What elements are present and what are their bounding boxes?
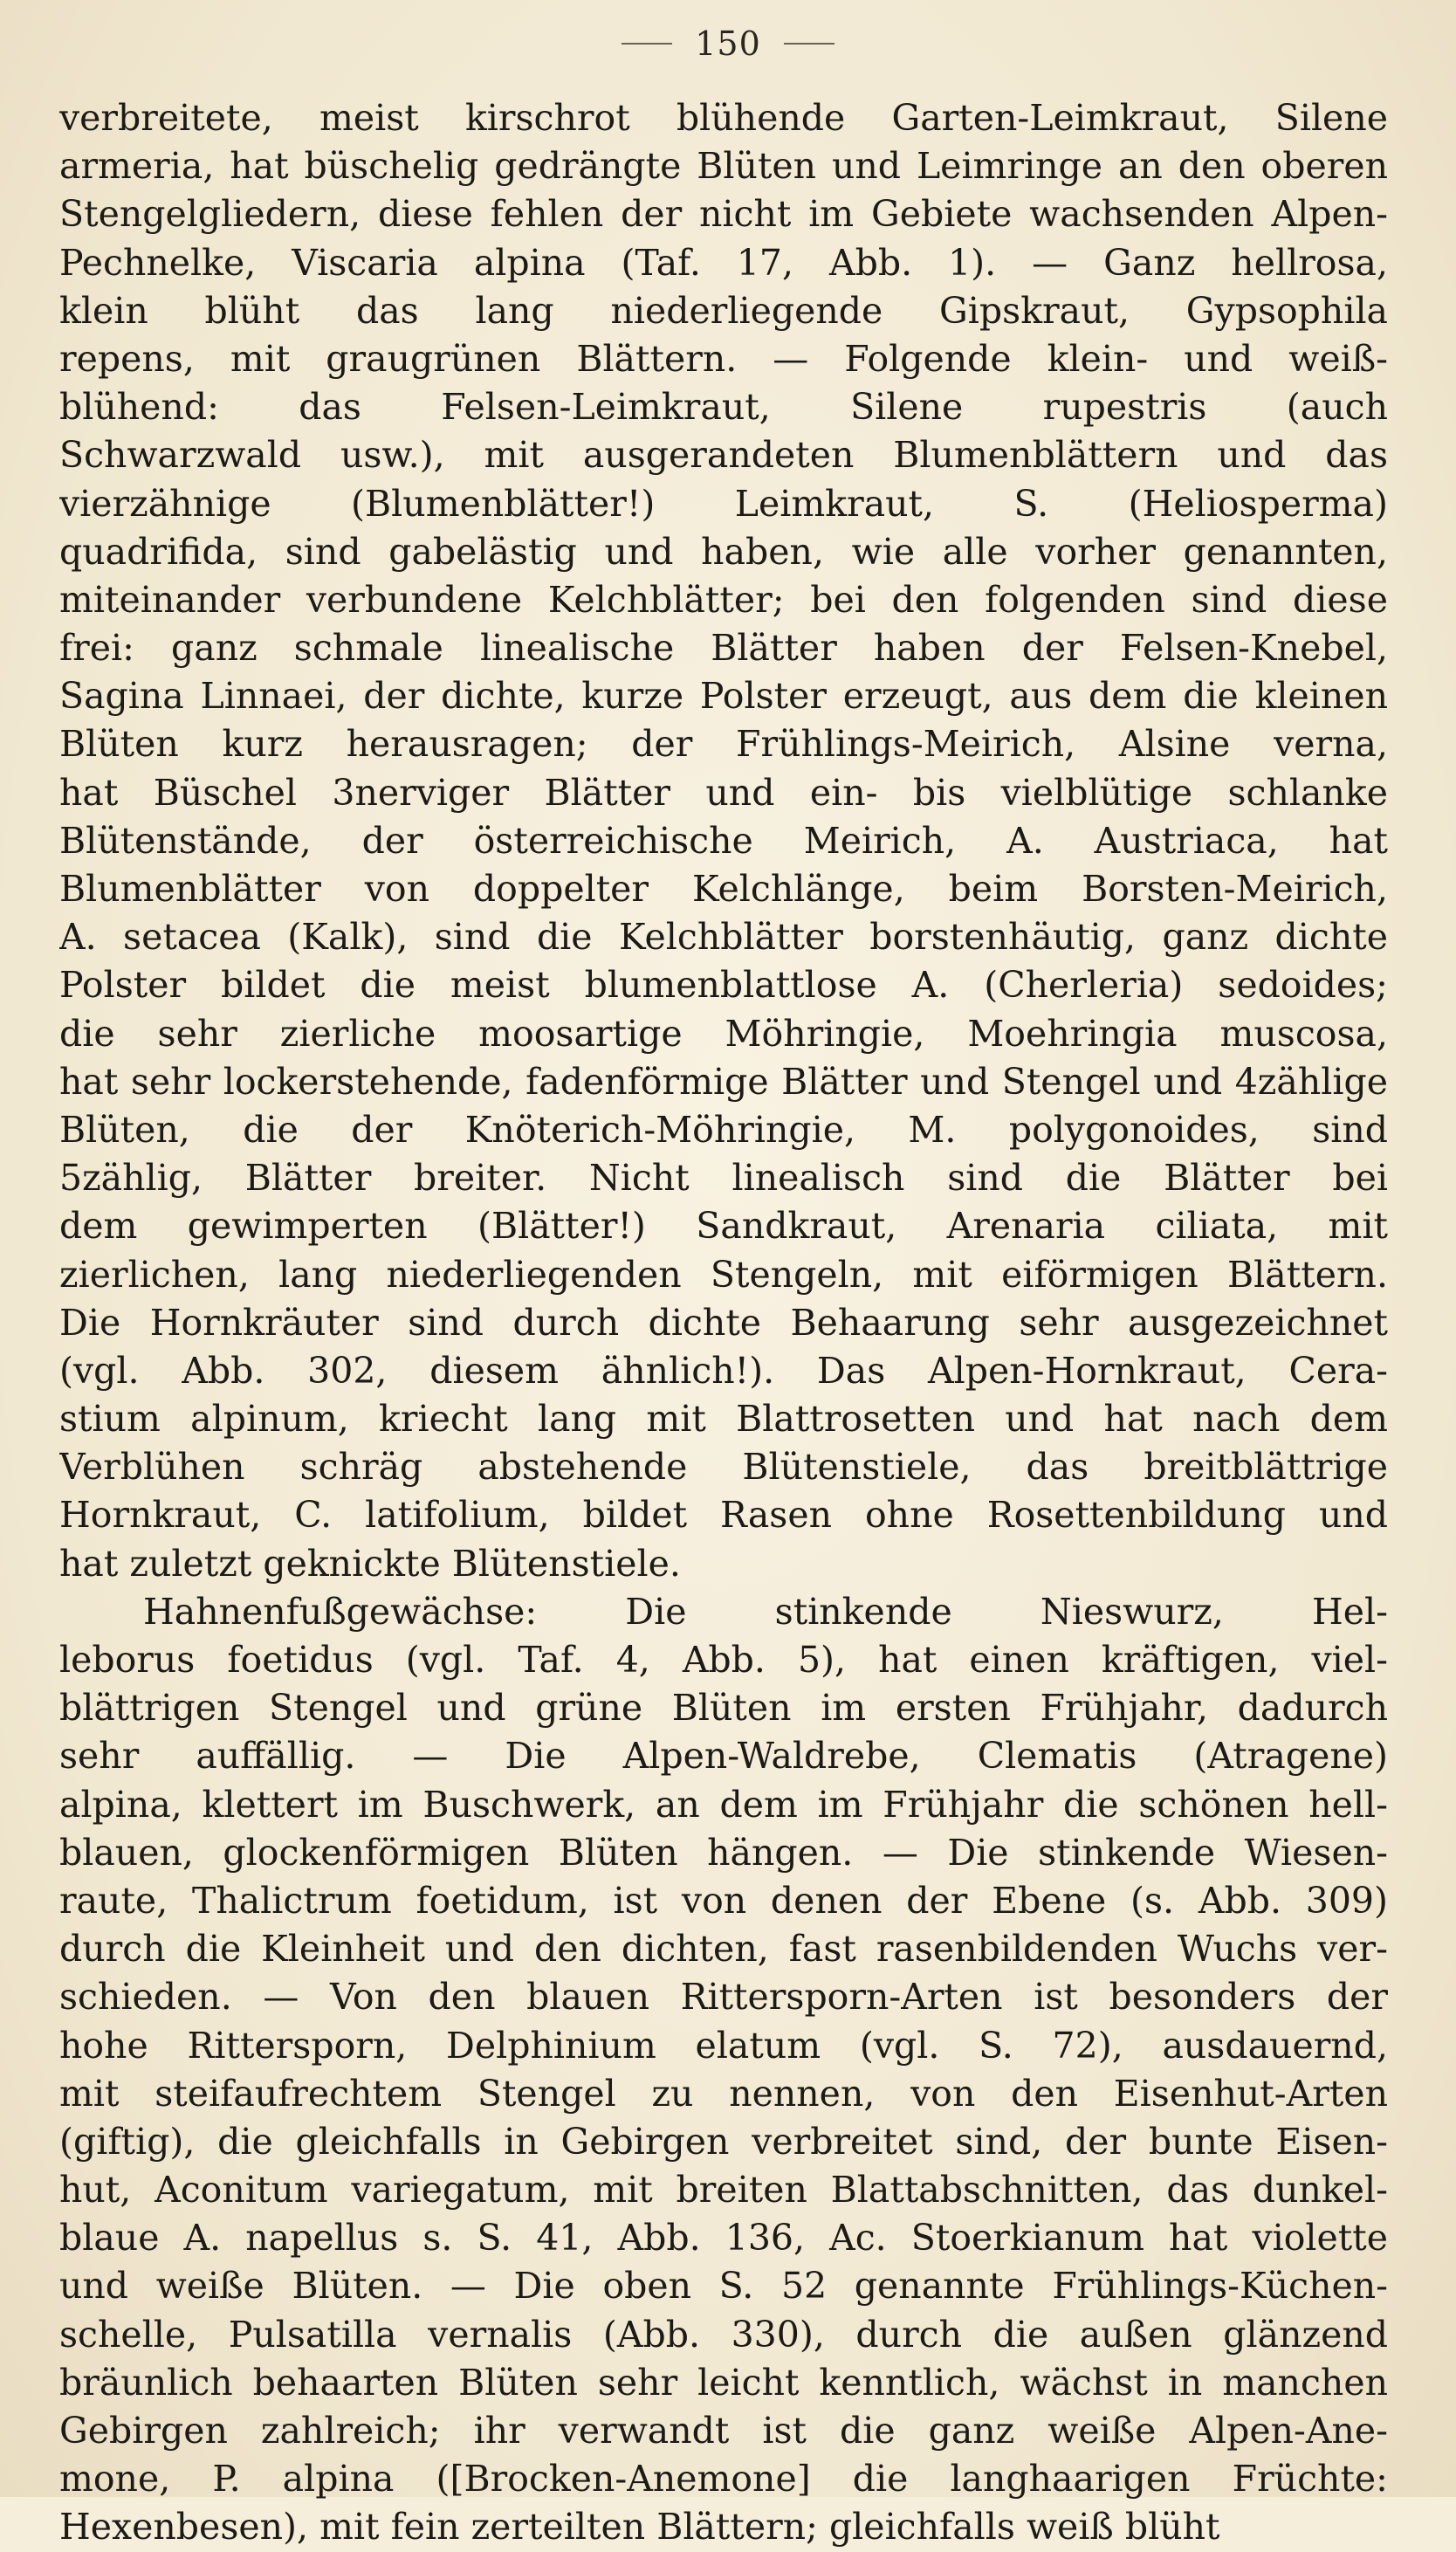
text-line: Stengelgliedern, diese fehlen der nicht im Gebiete wachsenden Alpen-: [59, 193, 1388, 236]
text-line: blaue A. napellus s. S. 41, Abb. 136, Ac. Stoerkianum hat violette: [59, 2217, 1388, 2260]
body-text: [59, 94, 1388, 2552]
text-line: Die Hornkräuter sind durch dichte Behaarung sehr ausgezeichnet: [59, 1301, 1388, 1344]
text-line: quadrifida, sind gabelästig und haben, wie alle vorher genannten,: [59, 530, 1388, 573]
text-line: verbreitete, meist kirschrot blühende Garten-Leimkraut, Silene: [59, 97, 1388, 139]
page-number: 150: [695, 24, 761, 63]
text-line: blühend: das Felsen-Leimkraut, Silene rupestris (auch: [59, 386, 1388, 429]
text-line: mone, P. alpina ([Brocken-Anemone] die langhaarigen Früchte:: [59, 2458, 1388, 2500]
text-line: leborus foetidus (vgl. Taf. 4, Abb. 5), hat einen kräftigen, viel-: [59, 1639, 1388, 1681]
text-line: repens, mit graugrünen Blättern. — Folgende klein- und weiß-: [59, 337, 1388, 380]
text-line: Hornkraut, C. latifolium, bildet Rasen ohne Rosettenbildung und: [59, 1494, 1388, 1537]
text-line: armeria, hat büschelig gedrängte Blüten und Leimringe an den oberen: [59, 145, 1388, 188]
text-line: (vgl. Abb. 302, diesem ähnlich!). Das Alpen-Hornkraut, Cera-: [59, 1349, 1388, 1392]
text-line: die sehr zierliche moosartige Möhringie, Moehringia muscosa,: [59, 1012, 1388, 1055]
text-line: miteinander verbundene Kelchblätter; bei den folgenden sind diese: [59, 578, 1388, 621]
text-line: frei: ganz schmale linealische Blätter haben der Felsen-Knebel,: [59, 627, 1388, 670]
text-line: mit steifaufrechtem Stengel zu nennen, von den Eisenhut-Arten: [59, 2072, 1388, 2115]
text-line: blättrigen Stengel und grüne Blüten im ersten Frühjahr, dadurch: [59, 1687, 1388, 1730]
text-line: schieden. — Von den blauen Rittersporn-Arten ist besonders der: [59, 1976, 1388, 2019]
text-line: raute, Thalictrum foetidum, ist von denen der Ebene (s. Abb. 309): [59, 1879, 1388, 1922]
text-line: A. setacea (Kalk), sind die Kelchblätter borstenhäutig, ganz dichte: [59, 916, 1388, 959]
text-line: Hexenbesen), mit fein zerteilten Blättern; gleichfalls weiß blüht: [59, 2506, 1220, 2549]
text-line: Schwarzwald usw.), mit ausgerandeten Blumenblättern und das: [59, 434, 1388, 477]
header-rule-left: [622, 43, 672, 45]
text-line: hat sehr lockerstehende, fadenförmige Blätter und Stengel und 4zählige: [59, 1060, 1388, 1103]
text-line: Blütenstände, der österreichische Meirich, A. Austriaca, hat: [59, 819, 1388, 862]
text-line: stium alpinum, kriecht lang mit Blattrosetten und hat nach dem: [59, 1398, 1388, 1441]
text-line: sehr auffällig. — Die Alpen-Waldrebe, Clematis (Atragene): [59, 1735, 1388, 1778]
text-line: Pechnelke, Viscaria alpina (Taf. 17, Abb. 1). — Ganz hellrosa,: [59, 241, 1388, 284]
text-line: Blüten kurz herausragen; der Frühlings-Meirich, Alsine verna,: [59, 723, 1388, 766]
text-line: zierlichen, lang niederliegenden Stengeln, mit eiförmigen Blättern.: [59, 1253, 1388, 1296]
text-line: und weiße Blüten. — Die oben S. 52 genannte Frühlings-Küchen-: [59, 2265, 1388, 2308]
text-line: Gebirgen zahlreich; ihr verwandt ist die ganz weiße Alpen-Ane-: [59, 2410, 1388, 2452]
text-line: (giftig), die gleichfalls in Gebirgen verbreitet sind, der bunte Eisen-: [59, 2120, 1388, 2163]
text-line: Hahnenfußgewächse: Die stinkende Nieswurz, Hel-: [143, 1590, 1388, 1633]
text-line: hat Büschel 3nerviger Blätter und ein- bis vielblütige schlanke: [59, 771, 1388, 814]
text-line: dem gewimperten (Blätter!) Sandkraut, Arenaria ciliata, mit: [59, 1205, 1388, 1248]
text-line: Verblühen schräg abstehende Blütenstiele, das breitblättrige: [59, 1446, 1388, 1489]
text-line: Polster bildet die meist blumenblattlose A. (Cherleria) sedoides;: [59, 964, 1388, 1007]
header-rule-right: [784, 43, 834, 45]
text-line: Blumenblätter von doppelter Kelchlänge, beim Borsten-Meirich,: [59, 868, 1388, 910]
text-line: hohe Rittersporn, Delphinium elatum (vgl. S. 72), ausdauernd,: [59, 2024, 1388, 2067]
text-line: Blüten, die der Knöterich-Möhringie, M. polygonoides, sind: [59, 1108, 1388, 1151]
text-line: blauen, glockenförmigen Blüten hängen. — Die stinkende Wiesen-: [59, 1831, 1388, 1874]
text-line: alpina, klettert im Buschwerk, an dem im Frühjahr die schönen hell-: [59, 1783, 1388, 1826]
text-line: durch die Kleinheit und den dichten, fast rasenbildenden Wuchs ver-: [59, 1928, 1388, 1971]
text-line: bräunlich behaarten Blüten sehr leicht kenntlich, wächst in manchen: [59, 2361, 1388, 2404]
text-line: hat zuletzt geknickte Blütenstiele.: [59, 1542, 681, 1585]
text-line: vierzähnige (Blumenblätter!) Leimkraut, S. (Heliosperma): [59, 482, 1388, 525]
text-line: klein blüht das lang niederliegende Gipskraut, Gypsophila: [59, 289, 1388, 332]
text-line: 5zählig, Blätter breiter. Nicht linealisch sind die Blätter bei: [59, 1157, 1388, 1200]
page-header: [0, 24, 1456, 63]
text-line: Sagina Linnaei, der dichte, kurze Polster erzeugt, aus dem die kleinen: [59, 675, 1388, 718]
text-line: schelle, Pulsatilla vernalis (Abb. 330), durch die außen glänzend: [59, 2313, 1388, 2356]
text-line: hut, Aconitum variegatum, mit breiten Blattabschnitten, das dunkel-: [59, 2169, 1388, 2212]
